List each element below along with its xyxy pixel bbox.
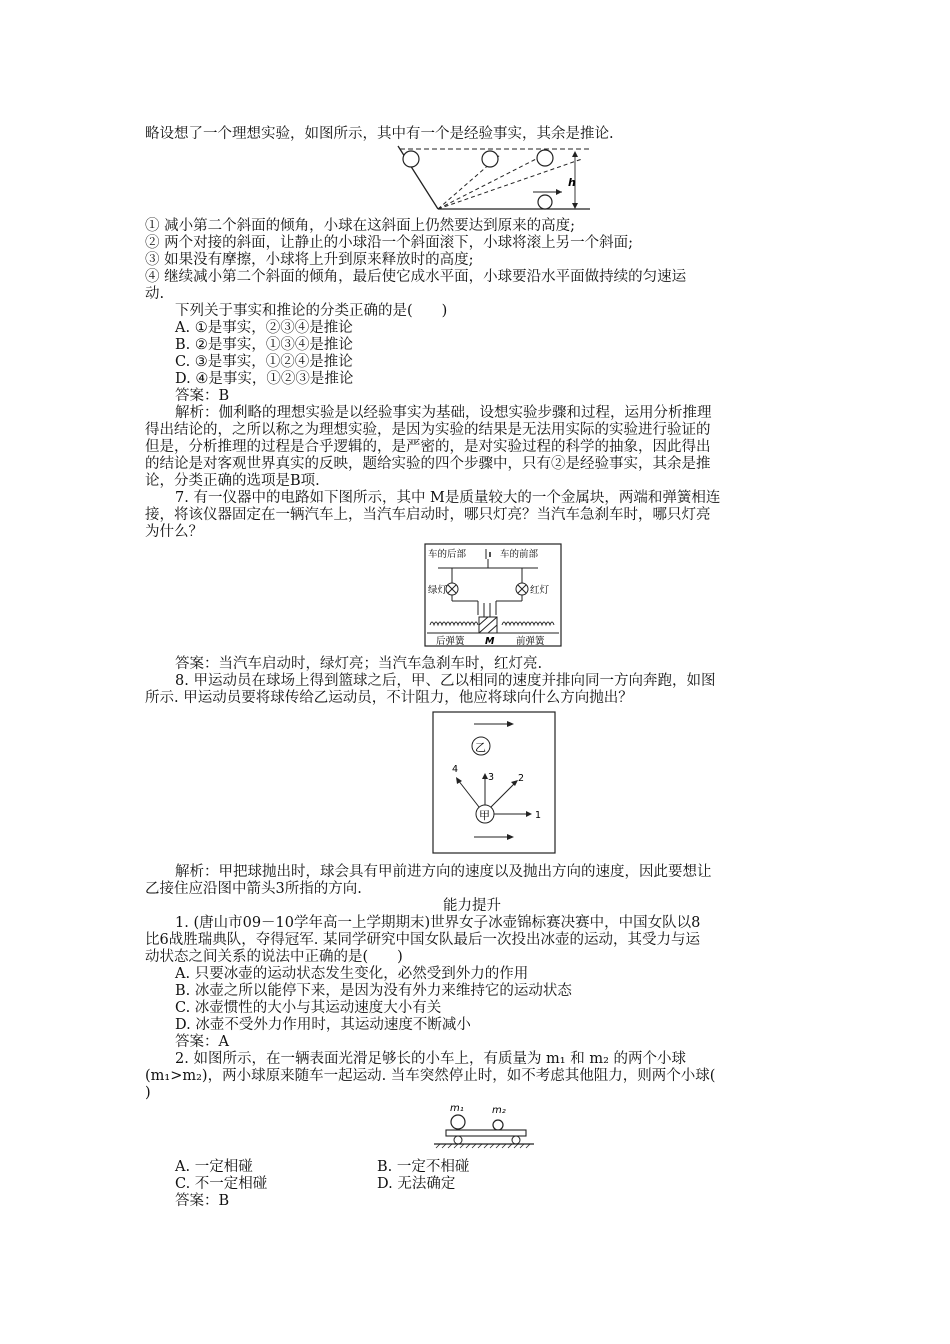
q2-option-b: B. 一定不相碰 xyxy=(377,1159,470,1175)
green-lamp-label: 绿灯 xyxy=(428,585,448,596)
line-2: ① 减小第二个斜面的倾角，小球在这斜面上仍然要达到原来的高度; xyxy=(145,218,575,234)
analysis-8-line-2: 乙接住应沿图中箭头3所指的方向. xyxy=(145,881,362,897)
red-lamp-label: 红灯 xyxy=(530,585,550,596)
question-8-line-2: 所示. 甲运动员要将球传给乙运动员，不计阻力，他应将球向什么方向抛出？ xyxy=(145,690,633,706)
question-8-line-1: 8. 甲运动员在球场上得到篮球之后，甲、乙以相同的速度并排向同一方向奔跑，如图 xyxy=(175,673,716,689)
q2-option-d: D. 无法确定 xyxy=(377,1176,456,1192)
analysis-5: 论，分类正确的选项是B项. xyxy=(145,473,320,489)
circuit-figure xyxy=(424,543,562,647)
question-1-line-1: 1. (唐山市09－10学年高一上学期期末)世界女子冰壶锦标赛决赛中，中国女队以8 xyxy=(175,915,701,931)
player-jia-label: 甲 xyxy=(479,809,490,822)
question-2-line-1: 2. 如图所示，在一辆表面光滑足够长的小车上，有质量为 m₁ 和 m₂ 的两个小球 xyxy=(175,1051,687,1067)
answer-1: 答案：B xyxy=(175,388,230,404)
question-2-line-3: ) xyxy=(145,1085,151,1101)
question-7-line-3: 为什么？ xyxy=(145,524,203,540)
line-1: 略设想了一个理想实验，如图所示，其中有一个是经验事实，其余是推论. xyxy=(145,126,614,142)
front-spring-label: 前弹簧 xyxy=(516,636,545,647)
line-3: ② 两个对接的斜面，让静止的小球沿一个斜面滚下，小球将滚上另一个斜面; xyxy=(145,235,633,251)
answer-7: 答案：当汽车启动时，绿灯亮；当汽车急刹车时，红灯亮. xyxy=(175,656,543,672)
q1-option-a: A. 只要冰壶的运动状态发生变化，必然受到外力的作用 xyxy=(175,966,529,982)
players-figure xyxy=(432,711,556,854)
cart-figure xyxy=(430,1100,538,1152)
analysis-4: 的结论是对客观世界真实的反映，题给实验的四个步骤中，只有②是经验事实，其余是推 xyxy=(145,456,711,472)
line-5: ④ 继续减小第二个斜面的倾角，最后使它成水平面，小球要沿水平面做持续的匀速运 xyxy=(145,269,687,285)
q2-option-a: A. 一定相碰 xyxy=(175,1159,253,1175)
q1-option-b: B. 冰壶之所以能停下来，是因为没有外力来维持它的运动状态 xyxy=(175,983,572,999)
player-yi-label: 乙 xyxy=(475,741,486,754)
question-2-line-2: (m₁>m₂)，两小球原来随车一起运动. 当车突然停止时，如不考虑其他阻力，则两个小球( xyxy=(145,1068,716,1084)
inclined-plane-figure xyxy=(390,143,600,213)
q2-answer: 答案：B xyxy=(175,1193,230,1209)
rear-spring-label: 后弹簧 xyxy=(436,636,465,647)
question-7-line-2: 接，将该仪器固定在一辆汽车上，当汽车启动时，哪只灯亮？当汽车急刹车时，哪只灯亮 xyxy=(145,507,711,523)
arrow-4-label: 4 xyxy=(452,764,459,775)
option-c: C. ③是事实，①②④是推论 xyxy=(175,354,353,370)
analysis-8-line-1: 解析：甲把球抛出时，球会具有甲前进方向的速度以及抛出方向的速度，因此要想让 xyxy=(175,864,712,880)
q2-option-c: C. 不一定相碰 xyxy=(175,1176,268,1192)
m2-label: m₂ xyxy=(492,1105,506,1116)
line-6: 动. xyxy=(145,286,165,302)
question-1-line-2: 比6战胜瑞典队，夺得冠军. 某同学研究中国女队最后一次投出冰壶的运动，其受力与运 xyxy=(145,932,700,948)
mass-label: M xyxy=(485,636,495,647)
arrow-3-label: 3 xyxy=(488,772,495,783)
analysis-3: 但是，分析推理的过程是合乎逻辑的，是严密的，是对实验过程的科学的抽象，因此得出 xyxy=(145,439,711,455)
car-front-label: 车的前部 xyxy=(500,549,539,560)
q1-option-d: D. 冰壶不受外力作用时，其运动速度不断减小 xyxy=(175,1017,471,1033)
q1-answer: 答案：A xyxy=(175,1034,229,1050)
analysis-1: 解析：伽利略的理想实验是以经验事实为基础，设想实验步骤和过程，运用分析推理 xyxy=(175,405,712,421)
line-4: ③ 如果没有摩擦，小球将上升到原来释放时的高度; xyxy=(145,252,474,268)
q1-option-c: C. 冰壶惯性的大小与其运动速度大小有关 xyxy=(175,1000,442,1016)
section-heading: 能力提升 xyxy=(443,898,501,914)
height-label: h xyxy=(568,176,576,189)
arrow-2-label: 2 xyxy=(518,773,525,784)
question-1-line-3: 动状态之间关系的说法中正确的是( ) xyxy=(145,949,403,965)
car-rear-label: 车的后部 xyxy=(428,549,467,560)
analysis-2: 得出结论的，之所以称之为理想实验，是因为实验的结果是无法用实际的实验进行验证的 xyxy=(145,422,711,438)
option-a: A. ①是事实，②③④是推论 xyxy=(175,320,353,336)
line-7: 下列关于事实和推论的分类正确的是( ) xyxy=(175,303,448,319)
m1-label: m₁ xyxy=(450,1103,464,1114)
arrow-1-label: 1 xyxy=(535,810,542,821)
option-d: D. ④是事实，①②③是推论 xyxy=(175,371,354,387)
option-b: B. ②是事实，①③④是推论 xyxy=(175,337,353,353)
question-7-line-1: 7. 有一仪器中的电路如下图所示，其中 M是质量较大的一个金属块，两端和弹簧相连 xyxy=(175,490,721,506)
